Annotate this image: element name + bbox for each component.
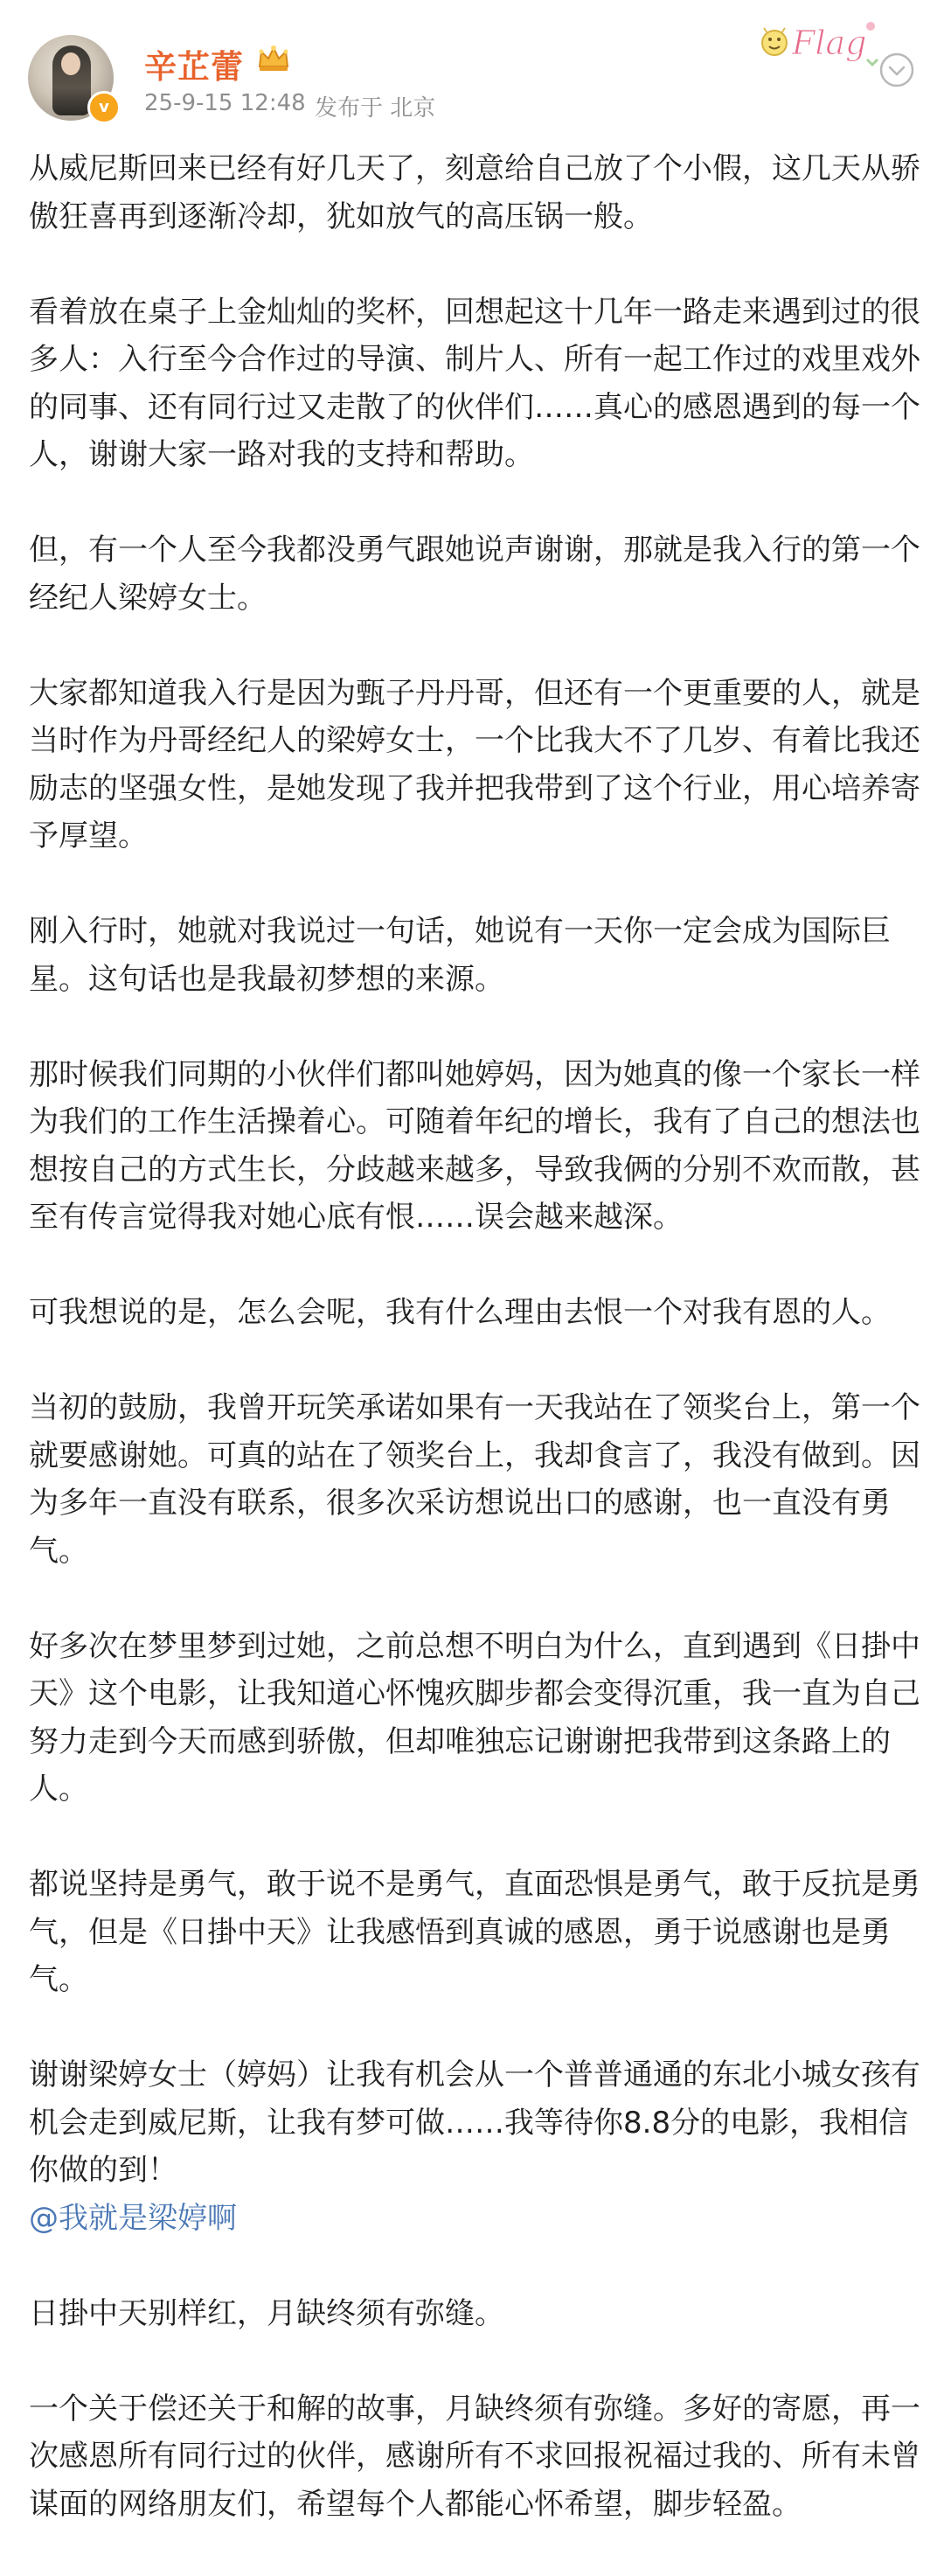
mention-link[interactable]: @我就是梁婷啊 xyxy=(29,2200,237,2236)
post-paragraph-with-mention xyxy=(29,2051,920,2242)
flag-sticker-icon xyxy=(757,12,881,73)
post-paragraph: 从威尼斯回来已经有好几天了，刻意给自己放了个小假，这几天从骄傲狂喜再到逐渐冷却，犹如放气的高压锅一般。 xyxy=(29,151,920,234)
post-paragraph: 好多次在梦里梦到过她，之前总想不明白为什么，直到遇到《日掛中天》这个电影，让我知道心怀愧疚脚步都会变得沉重，我一直为自己努力走到今天而感到骄傲，但却唯独忘记谢谢把我带到这条路上的人。 xyxy=(29,1628,920,1807)
post-paragraph: 那时候我们同期的小伙伴们都叫她婷妈，因为她真的像一个家长一样为我们的工作生活操着心。可随着年纪的增长，我有了自己的想法也想按自己的方式生长，分歧越来越多，导致我俩的分别不欢而散，甚至有传言觉得我对她心底有恨……误会越来越深。 xyxy=(29,1056,920,1235)
chevron-down-icon[interactable] xyxy=(878,51,916,89)
post-time: 25-9-15 12:48 xyxy=(144,90,306,116)
post-paragraph: 当初的鼓励，我曾开玩笑承诺如果有一天我站在了领奖台上，第一个就要感谢她。可真的站在了领奖台上，我却食言了，我没有做到。因为多年一直没有联系，很多次采访想说出口的感谢，也一直没有勇气。 xyxy=(29,1390,920,1569)
post-paragraph-text: 谢谢梁婷女士（婷妈）让我有机会从一个普普通通的东北小城女孩有机会走到威尼斯，让我有梦可做……我等待你8.8分的电影，我相信你做的到！ xyxy=(29,2057,920,2188)
post-paragraph: 一个关于偿还关于和解的故事，月缺终须有弥缝。多好的寄愿，再一次感恩所有同行过的伙伴，感谢所有不求回报祝福过我的、所有未曾谋面的网络朋友们，希望每个人都能心怀希望，脚步轻盈。 xyxy=(29,2391,920,2522)
sticker-text: Flag xyxy=(792,24,867,62)
post-header xyxy=(0,0,944,149)
post-paragraph: 可我想说的是，怎么会呢，我有什么理由去恨一个对我有恩的人。 xyxy=(29,1295,891,1330)
post-paragraph: 看着放在桌子上金灿灿的奖杯，回想起这十几年一路走来遇到过的很多人：入行至今合作过的导演、制片人、所有一起工作过的戏里戏外的同事、还有同行过又走散了的伙伴们……真心的感恩遇到的每一个人，谢谢大家一路对我的支持和帮助。 xyxy=(29,294,920,472)
avatar-face xyxy=(61,52,80,75)
post-paragraph: 都说坚持是勇气，敢于说不是勇气，直面恐惧是勇气，敢于反抗是勇气，但是《日掛中天》让我感悟到真诚的感恩，勇于说感谢也是勇气。 xyxy=(29,1867,920,1997)
post-paragraph: 刚入行时，她就对我说过一句话，她说有一天你一定会成为国际巨星。这句话也是我最初梦想的来源。 xyxy=(29,914,891,997)
post-location: 发布于 北京 xyxy=(315,95,436,122)
user-name[interactable]: 辛芷蕾 xyxy=(144,48,244,86)
post-paragraph: 大家都知道我入行是因为甄子丹丹哥，但还有一个更重要的人，就是当时作为丹哥经纪人的梁婷女士，一个比我大不了几岁、有着比我还励志的坚强女性，是她发现了我并把我带到了这个行业，用心培养寄予厚望。 xyxy=(29,675,920,853)
post-paragraph: 但，有一个人至今我都没勇气跟她说声谢谢，那就是我入行的第一个经纪人梁婷女士。 xyxy=(29,533,920,616)
post-body xyxy=(29,145,920,2576)
post-paragraph: 日掛中天别样红，月缺终须有弥缝。 xyxy=(29,2295,504,2331)
crown-icon[interactable] xyxy=(256,44,291,73)
verified-badge-icon: v xyxy=(87,91,121,124)
